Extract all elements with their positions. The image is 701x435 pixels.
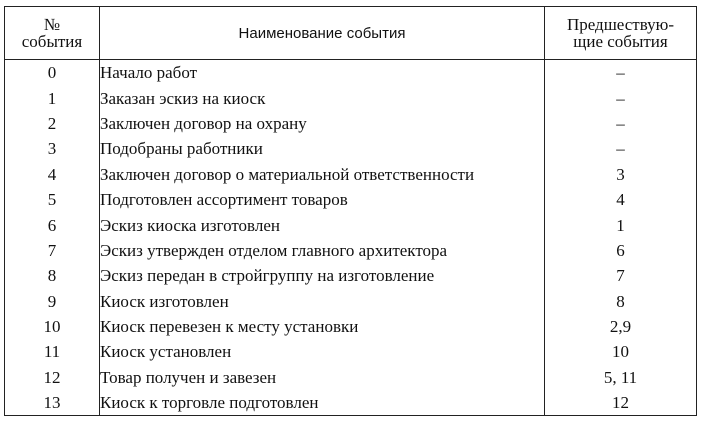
- event-number-cell: 3: [5, 136, 100, 161]
- events-table: [4, 6, 697, 416]
- previous-events-cell: –: [545, 111, 697, 136]
- event-name-cell: Эскиз утвержден отделом главного архитектора: [100, 238, 545, 263]
- event-name-cell: Заключен договор на охрану: [100, 111, 545, 136]
- table-row: [5, 365, 697, 390]
- event-number-cell: 8: [5, 263, 100, 288]
- header-previous-events: [545, 7, 697, 60]
- previous-events-cell: –: [545, 60, 697, 86]
- event-number-cell: 12: [5, 365, 100, 390]
- previous-events-cell: 1: [545, 212, 697, 237]
- event-name-cell: Начало работ: [100, 60, 545, 86]
- previous-events-cell: 8: [545, 289, 697, 314]
- event-number-cell: 5: [5, 187, 100, 212]
- event-name-cell: Подобраны работники: [100, 136, 545, 161]
- event-name-cell: Эскиз передан в стройгруппу на изготовление: [100, 263, 545, 288]
- header-previous-events-line-2: щие события: [573, 32, 668, 51]
- header-event-number: [5, 7, 100, 60]
- table-row: [5, 187, 697, 212]
- table-row: [5, 289, 697, 314]
- previous-events-cell: –: [545, 136, 697, 161]
- previous-events-cell: 2,9: [545, 314, 697, 339]
- event-name-cell: Подготовлен ассортимент товаров: [100, 187, 545, 212]
- table-row: [5, 212, 697, 237]
- previous-events-cell: 3: [545, 162, 697, 187]
- header-previous-events-line-1: Предшествую-: [566, 15, 675, 34]
- event-name-cell: Заключен договор о материальной ответственности: [100, 162, 545, 187]
- event-number-cell: 9: [5, 289, 100, 314]
- table-body: [5, 60, 697, 416]
- table-row: [5, 339, 697, 364]
- event-name-cell: Киоск перевезен к месту установки: [100, 314, 545, 339]
- event-number-cell: 7: [5, 238, 100, 263]
- table-row: [5, 111, 697, 136]
- header-event-number-line-2: события: [21, 32, 83, 51]
- previous-events-cell: –: [545, 85, 697, 110]
- header-event-name: Наименование события: [100, 7, 545, 60]
- previous-events-cell: 7: [545, 263, 697, 288]
- event-name-cell: Киоск установлен: [100, 339, 545, 364]
- event-number-cell: 2: [5, 111, 100, 136]
- header-event-number-line-1: №: [43, 15, 61, 34]
- event-number-cell: 13: [5, 390, 100, 416]
- event-name-cell: Киоск к торговле подготовлен: [100, 390, 545, 416]
- event-name-cell: Заказан эскиз на киоск: [100, 85, 545, 110]
- event-number-cell: 6: [5, 212, 100, 237]
- table-row: [5, 314, 697, 339]
- table-row: [5, 60, 697, 86]
- table-row: [5, 263, 697, 288]
- previous-events-cell: 5, 11: [545, 365, 697, 390]
- previous-events-cell: 4: [545, 187, 697, 212]
- table-row: [5, 85, 697, 110]
- previous-events-cell: 6: [545, 238, 697, 263]
- table-header-row: [5, 7, 697, 60]
- table-row: [5, 162, 697, 187]
- event-number-cell: 10: [5, 314, 100, 339]
- table-row: [5, 238, 697, 263]
- previous-events-cell: 10: [545, 339, 697, 364]
- event-number-cell: 1: [5, 85, 100, 110]
- event-name-cell: Товар получен и завезен: [100, 365, 545, 390]
- event-number-cell: 11: [5, 339, 100, 364]
- previous-events-cell: 12: [545, 390, 697, 416]
- event-name-cell: Киоск изготовлен: [100, 289, 545, 314]
- table-row: [5, 136, 697, 161]
- event-number-cell: 4: [5, 162, 100, 187]
- table-row: [5, 390, 697, 416]
- event-number-cell: 0: [5, 60, 100, 86]
- event-name-cell: Эскиз киоска изготовлен: [100, 212, 545, 237]
